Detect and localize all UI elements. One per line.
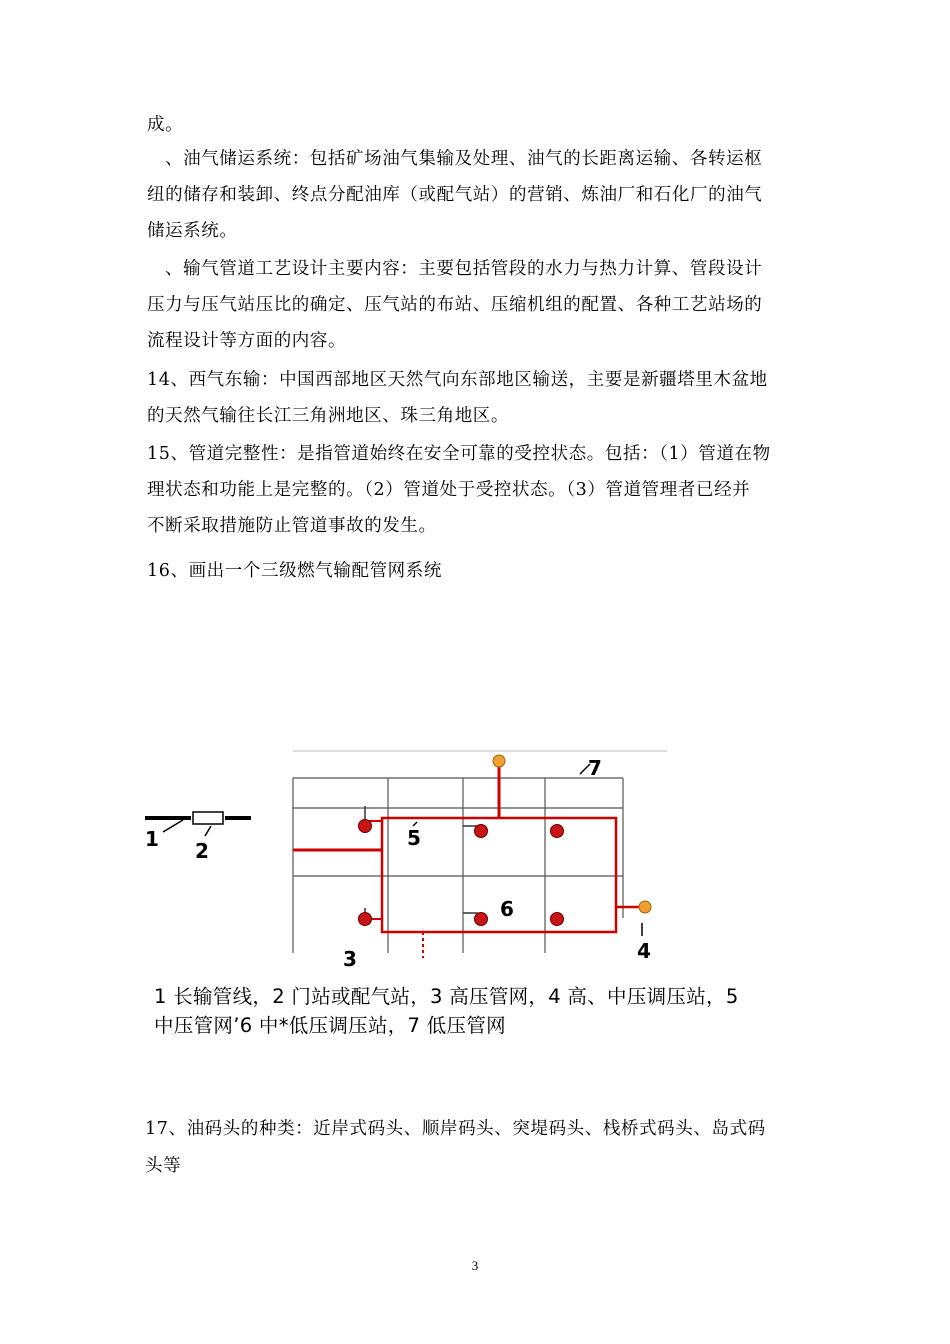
diagram-labels [145, 756, 651, 971]
paragraph-line: 头等 [145, 1156, 182, 1176]
paragraph-line: 不断采取措施防止管道事故的发生。 [147, 516, 437, 536]
paragraph-line: 的天然气输往长江三角洲地区、珠三角地区。 [147, 406, 509, 426]
paragraph-line: 成。 [147, 115, 184, 135]
label-6: 6 [500, 897, 514, 921]
label-5: 5 [407, 826, 421, 850]
label-1: 1 [145, 827, 159, 851]
label-4: 4 [637, 939, 651, 963]
page-number: 3 [471, 1258, 479, 1273]
label-3: 3 [343, 947, 357, 971]
paragraph-line: 储运系统。 [147, 221, 238, 241]
paragraph-line: 14、西气东输：中国西部地区天然气向东部地区输送，主要是新疆塔里木盆地 [147, 370, 768, 390]
paragraph-line: 16、画出一个三级燃气输配管网系统 [147, 561, 442, 581]
gas-network-diagram [145, 748, 670, 971]
label-7: 7 [588, 756, 602, 780]
figure-caption-line: 1 长输管线，2 门站或配气站，3 高压管网，4 高、中压调压站，5 [154, 985, 739, 1008]
paragraph-line: 流程设计等方面的内容。 [147, 331, 347, 351]
paragraph-line: 理状态和功能上是完整的。（2）管道处于受控状态。（3）管道管理者已经并 [147, 480, 751, 500]
paragraph-line: 、油气储运系统：包括矿场油气集输及处理、油气的长距离运输、各转运枢 [165, 149, 763, 169]
paragraph-line: 纽的储存和装卸、终点分配油库（或配气站）的营销、炼油厂和石化厂的油气 [147, 185, 763, 205]
pipe-network [293, 760, 645, 958]
figure-caption-line: 中压管网’6 中*低压调压站，7 低压管网 [154, 1014, 506, 1037]
paragraph-line: 17、油码头的种类：近岸式码头、顺岸码头、突堤码头、栈桥式码头、岛式码 [145, 1119, 766, 1139]
paragraph-line: 15、管道完整性：是指管道始终在安全可靠的受控状态。包括：（1）管道在物 [147, 444, 771, 464]
paragraph-line: 压力与压气站压比的确定、压气站的布站、压缩机组的配置、各种工艺站场的 [147, 295, 763, 315]
long-pipeline [145, 764, 642, 936]
label-2: 2 [195, 839, 209, 863]
paragraph-line: 、输气管道工艺设计主要内容：主要包括管段的水力与热力计算、管段设计 [165, 259, 763, 279]
